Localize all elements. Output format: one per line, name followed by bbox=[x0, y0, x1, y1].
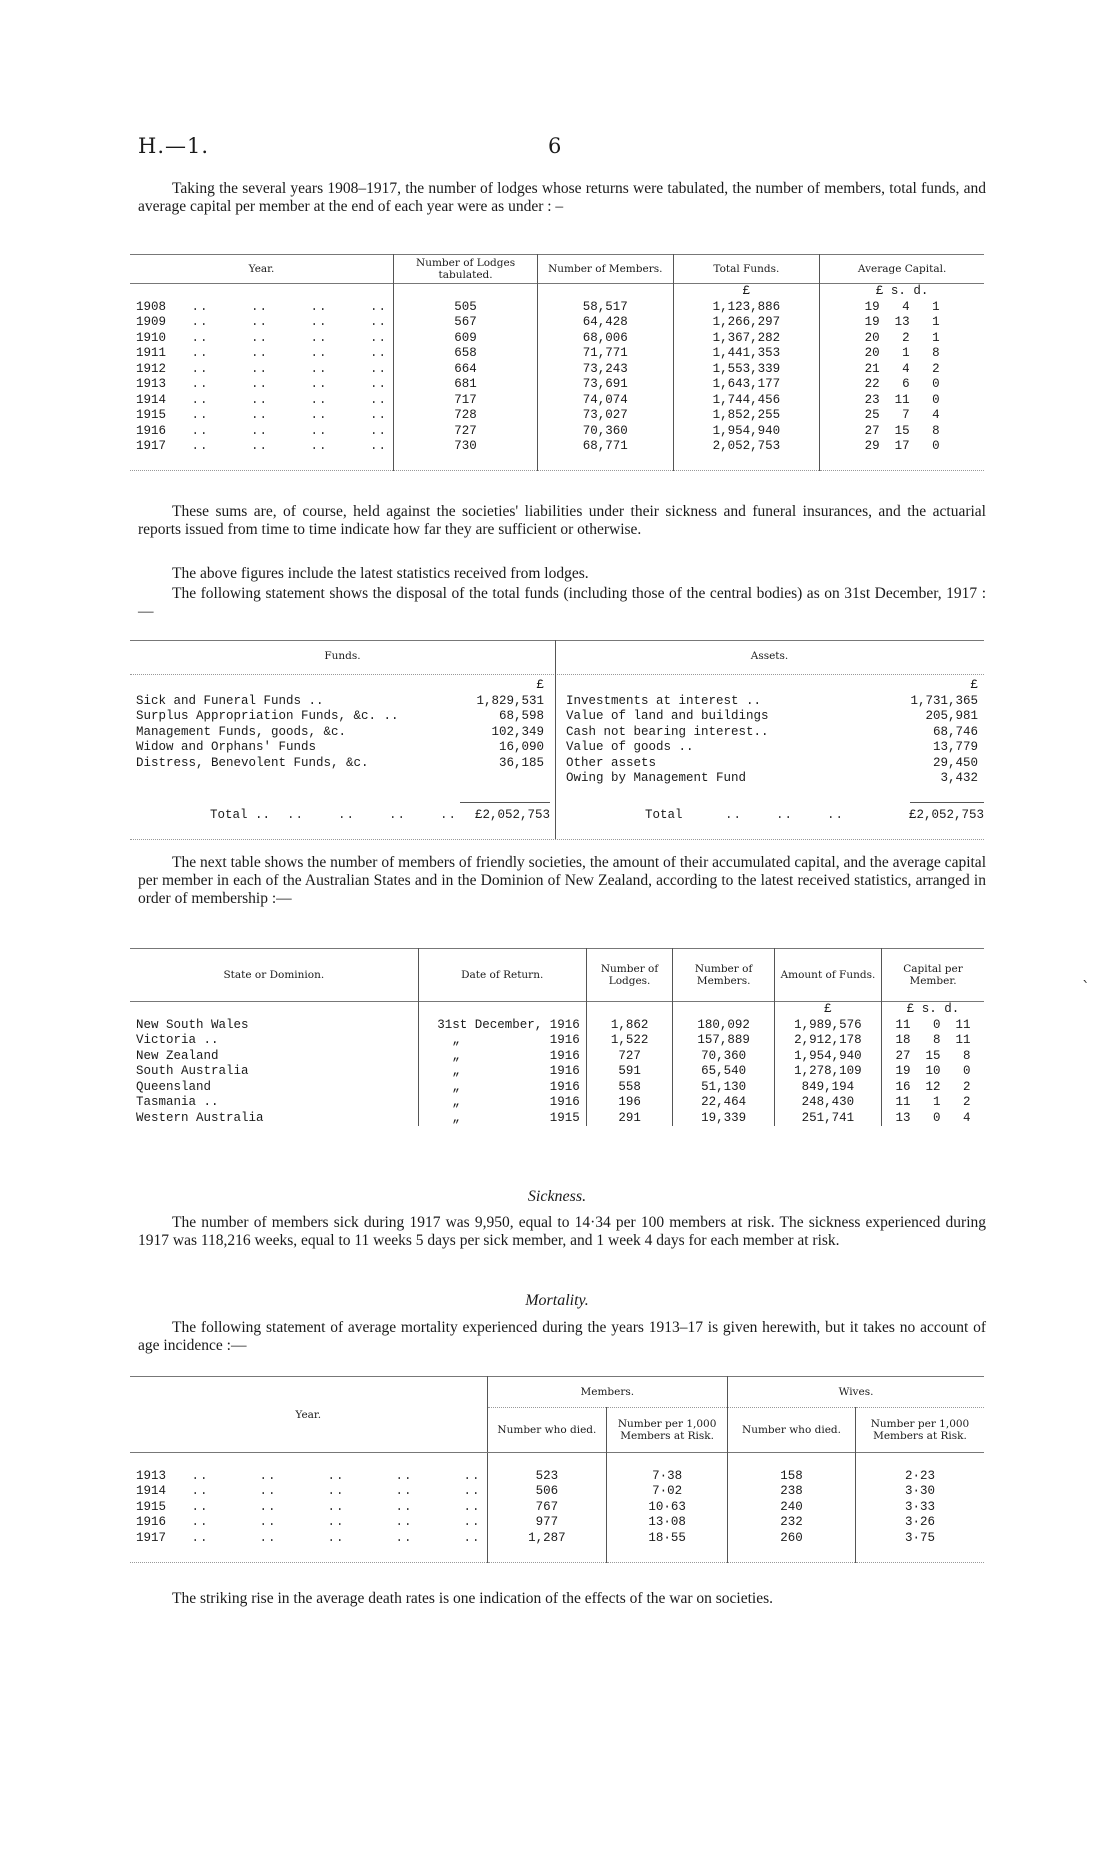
date-cell: 31st December, 1916 bbox=[418, 1018, 586, 1034]
funds-cell: 1,266,297 bbox=[673, 315, 820, 331]
year-cell: 1908 .. .. .. .. bbox=[136, 299, 388, 314]
table-row bbox=[130, 331, 984, 347]
unit-label: £ bbox=[673, 284, 820, 300]
friendly-societies-paragraph: The next table shows the number of members of friendly societies, the amount of their accumulated capital, and the average capital per member in each of the Australian States and in the Dominion of New Zealand, according to the latest received statistics, arranged in order of membership :— bbox=[138, 854, 986, 907]
closing-paragraph: The striking rise in the average death rates is one indication of the effects of the war on societies. bbox=[172, 1590, 773, 1607]
state-cell-text: Tasmania .. bbox=[136, 1095, 219, 1109]
wives-rate-cell: 3·30 bbox=[855, 1484, 984, 1500]
members-cell: 73,691 bbox=[538, 377, 673, 393]
funds-column-header: Funds. bbox=[324, 650, 361, 662]
year-cell: 1913 .. .. .. .. bbox=[136, 377, 388, 391]
year-cell-text: 1915 bbox=[136, 1499, 167, 1514]
asset-label bbox=[560, 771, 869, 787]
table-row bbox=[130, 408, 984, 424]
asset-value: 1,731,365 bbox=[910, 693, 978, 708]
members-cell: 19,339 bbox=[673, 1111, 774, 1127]
capital-cell: 11 1 2 bbox=[882, 1095, 985, 1111]
wives-rate-cell: 2·23 bbox=[855, 1469, 984, 1485]
funds-cell: 2,052,753 bbox=[673, 439, 820, 455]
table-row bbox=[130, 315, 984, 331]
state-cell-text: Queensland bbox=[136, 1079, 212, 1094]
state-cell bbox=[130, 1049, 418, 1065]
table-row bbox=[130, 393, 984, 409]
capital-cell: 11 0 11 bbox=[882, 1018, 985, 1034]
members-cell: 65,540 bbox=[673, 1064, 774, 1080]
wives-died-cell: 240 bbox=[728, 1500, 856, 1516]
capital-cell: 21 4 2 bbox=[820, 362, 984, 378]
wives-rate-cell: 3·75 bbox=[855, 1531, 984, 1547]
year-cell: 1917 .. .. .. .. bbox=[136, 439, 388, 453]
lodges-cell: 591 bbox=[586, 1064, 673, 1080]
table-row bbox=[130, 1095, 984, 1111]
state-cell bbox=[130, 1033, 418, 1049]
year-cell-text: 1908 bbox=[136, 299, 167, 314]
date-cell: „ 1915 bbox=[418, 1111, 586, 1127]
group-header: Members. bbox=[487, 1377, 727, 1408]
assets-total-value: £2,052,753 bbox=[908, 808, 984, 822]
members-cell: 74,074 bbox=[538, 393, 673, 409]
fund-row bbox=[130, 725, 550, 741]
fund-row bbox=[130, 756, 550, 772]
funds-cell: 1,989,576 bbox=[774, 1018, 881, 1034]
table-row bbox=[130, 424, 984, 440]
column-header: Number of Members. bbox=[673, 949, 774, 1002]
page-number: 6 bbox=[548, 134, 562, 158]
table-header-row bbox=[130, 949, 984, 1002]
margin-tick-mark: ` bbox=[1082, 978, 1090, 997]
lodges-by-year-table bbox=[130, 254, 984, 471]
lodges-cell: 291 bbox=[586, 1111, 673, 1127]
date-cell: „ 1916 bbox=[418, 1064, 586, 1080]
fund-label bbox=[130, 694, 456, 710]
members-died-cell: 767 bbox=[487, 1500, 607, 1516]
date-cell: „ 1916 bbox=[418, 1049, 586, 1065]
assets-total-row: Total .. .. .. £2,052,753 bbox=[645, 808, 984, 822]
year-cell-text: 1917 bbox=[136, 1530, 167, 1545]
assets-total-label: Total bbox=[645, 808, 683, 822]
lodges-cell: 664 bbox=[394, 362, 538, 378]
table-row bbox=[130, 1018, 984, 1034]
column-header: Number of Members. bbox=[538, 255, 673, 284]
members-cell: 157,889 bbox=[673, 1033, 774, 1049]
members-cell: 58,517 bbox=[538, 300, 673, 316]
members-died-cell: 523 bbox=[487, 1469, 607, 1485]
lodges-cell: 196 bbox=[586, 1095, 673, 1111]
members-cell: 64,428 bbox=[538, 315, 673, 331]
asset-row bbox=[560, 740, 984, 756]
asset-row bbox=[560, 694, 984, 710]
funds-total-row: Total .. .. .. .. .. £2,052,753 bbox=[210, 808, 550, 822]
year-cell: 1916 .. .. .. .. .. bbox=[136, 1515, 481, 1529]
members-cell: 70,360 bbox=[673, 1049, 774, 1065]
funds-cell: 1,367,282 bbox=[673, 331, 820, 347]
year-cell-text: 1911 bbox=[136, 346, 167, 360]
year-cell: 1915 .. .. .. .. .. bbox=[136, 1499, 481, 1514]
lodges-cell: 567 bbox=[394, 315, 538, 331]
lodges-cell: 728 bbox=[394, 408, 538, 424]
lodges-cell: 717 bbox=[394, 393, 538, 409]
mortality-table bbox=[130, 1376, 984, 1563]
table-row bbox=[130, 1515, 984, 1531]
units-row bbox=[130, 1002, 984, 1018]
members-rate-cell: 10·63 bbox=[607, 1500, 728, 1516]
capital-cell: 22 6 0 bbox=[820, 377, 984, 393]
year-cell-text: 1909 bbox=[136, 315, 167, 329]
fund-label-text: Surplus Appropriation Funds, &c. .. bbox=[136, 709, 399, 723]
members-rate-cell: 7·02 bbox=[607, 1484, 728, 1500]
state-cell-text: Victoria .. bbox=[136, 1033, 219, 1047]
group-header: Wives. bbox=[728, 1377, 984, 1408]
capital-cell: 25 7 4 bbox=[820, 408, 984, 424]
units-row bbox=[130, 284, 984, 300]
year-cell-text: 1914 bbox=[136, 392, 167, 407]
table-body bbox=[130, 1002, 984, 1127]
unit-label: £ bbox=[970, 678, 978, 692]
asset-label bbox=[560, 740, 869, 756]
document-reference: H.—1. bbox=[138, 134, 210, 158]
state-cell-text: Western Australia bbox=[136, 1110, 264, 1125]
members-rate-cell: 7·38 bbox=[607, 1469, 728, 1485]
asset-label-text: Investments at interest .. bbox=[566, 693, 762, 708]
wives-rate-cell: 3·33 bbox=[855, 1500, 984, 1516]
intro-paragraph: Taking the several years 1908–1917, the number of lodges whose returns were tabulated, the number of members, total funds, and average capital per member at the end of each year were as under : – bbox=[138, 180, 986, 215]
fund-label bbox=[130, 725, 456, 741]
wives-rate-cell: 3·26 bbox=[855, 1515, 984, 1531]
lodges-cell: 730 bbox=[394, 439, 538, 455]
funds-cell: 1,643,177 bbox=[673, 377, 820, 393]
year-cell-text: 1912 bbox=[136, 361, 167, 376]
year-cell: 1914 .. .. .. .. .. bbox=[136, 1484, 481, 1498]
table-row bbox=[130, 1531, 984, 1547]
units-row bbox=[560, 678, 984, 694]
fund-row bbox=[130, 694, 550, 710]
lodges-cell: 727 bbox=[586, 1049, 673, 1065]
asset-value: 68,746 bbox=[932, 724, 978, 739]
state-cell bbox=[130, 1111, 418, 1127]
wives-died-cell: 232 bbox=[728, 1515, 856, 1531]
wives-died-cell: 238 bbox=[728, 1484, 856, 1500]
column-header: Year. bbox=[130, 1377, 487, 1453]
statistics-note: The above figures include the latest statistics received from lodges. bbox=[172, 565, 589, 582]
funds-cell: 251,741 bbox=[774, 1111, 881, 1127]
column-header: Total Funds. bbox=[673, 255, 820, 284]
asset-value: 3,432 bbox=[940, 771, 978, 785]
state-cell bbox=[130, 1018, 418, 1034]
liabilities-paragraph: These sums are, of course, held against the societies' liabilities under their sickness and funeral insurances, and the actuarial reports issued from time to time indicate how far they are sufficient or otherwise. bbox=[138, 503, 986, 538]
column-header: Number per 1,000 Members at Risk. bbox=[855, 1408, 984, 1453]
capital-cell: 29 17 0 bbox=[820, 439, 984, 455]
units-row bbox=[130, 678, 550, 694]
table-body bbox=[130, 284, 984, 471]
asset-label bbox=[560, 694, 869, 710]
fund-label bbox=[130, 756, 456, 772]
state-cell bbox=[130, 1095, 418, 1111]
fund-label-text: Distress, Benevolent Funds, &c. bbox=[136, 755, 369, 770]
state-cell bbox=[130, 1080, 418, 1096]
date-cell: „ 1916 bbox=[418, 1080, 586, 1096]
funds-cell: 1,954,940 bbox=[673, 424, 820, 440]
funds-cell: 1,852,255 bbox=[673, 408, 820, 424]
funds-assets-statement bbox=[130, 640, 984, 840]
year-cell: 1914 .. .. .. .. bbox=[136, 392, 388, 407]
capital-cell: 23 11 0 bbox=[820, 393, 984, 409]
state-cell bbox=[130, 1064, 418, 1080]
members-cell: 68,771 bbox=[538, 439, 673, 455]
year-cell: 1910 .. .. .. .. bbox=[136, 330, 388, 345]
fund-label bbox=[130, 740, 456, 756]
members-cell: 73,243 bbox=[538, 362, 673, 378]
assets-body bbox=[560, 678, 984, 787]
unit-label: £ s. d. bbox=[820, 284, 984, 300]
table-row bbox=[130, 1064, 984, 1080]
table-row bbox=[130, 362, 984, 378]
fund-label bbox=[130, 709, 456, 725]
state-cell-text: South Australia bbox=[136, 1064, 249, 1078]
column-header: Number who died. bbox=[487, 1408, 607, 1453]
funds-body bbox=[130, 678, 550, 771]
table-row bbox=[130, 300, 984, 316]
capital-cell: 19 4 1 bbox=[820, 300, 984, 316]
asset-label-text: Other assets bbox=[566, 755, 657, 770]
fund-label-text: Management Funds, goods, &c. bbox=[136, 724, 347, 739]
year-cell-text: 1916 bbox=[136, 1515, 167, 1529]
capital-cell: 20 1 8 bbox=[820, 346, 984, 362]
members-cell: 70,360 bbox=[538, 424, 673, 440]
members-died-cell: 506 bbox=[487, 1484, 607, 1500]
asset-row bbox=[560, 756, 984, 772]
members-cell: 68,006 bbox=[538, 331, 673, 347]
year-cell-text: 1917 bbox=[136, 439, 167, 453]
disposal-intro: The following statement shows the disposal of the total funds (including those of the central bodies) as on 31st December, 1917 :— bbox=[138, 585, 986, 620]
members-cell: 73,027 bbox=[538, 408, 673, 424]
column-header: State or Dominion. bbox=[223, 969, 325, 981]
funds-cell: 1,278,109 bbox=[774, 1064, 881, 1080]
asset-label-text: Value of land and buildings bbox=[566, 709, 769, 723]
column-header: Average Capital. bbox=[820, 255, 984, 284]
table-body bbox=[130, 1453, 984, 1563]
members-cell: 22,464 bbox=[673, 1095, 774, 1111]
table-row bbox=[130, 1033, 984, 1049]
capital-cell: 16 12 2 bbox=[882, 1080, 985, 1096]
funds-cell: 1,123,886 bbox=[673, 300, 820, 316]
column-divider bbox=[555, 640, 556, 840]
members-cell: 71,771 bbox=[538, 346, 673, 362]
mortality-heading: Mortality. bbox=[525, 1292, 589, 1309]
table-row bbox=[130, 1484, 984, 1500]
capital-cell: 19 10 0 bbox=[882, 1064, 985, 1080]
year-cell-text: 1915 bbox=[136, 408, 167, 422]
fund-value: 16,090 bbox=[498, 740, 544, 754]
sickness-heading: Sickness. bbox=[527, 1188, 587, 1205]
lodges-cell: 727 bbox=[394, 424, 538, 440]
table-header-row bbox=[130, 1377, 984, 1408]
lodges-cell: 681 bbox=[394, 377, 538, 393]
wives-died-cell: 158 bbox=[728, 1469, 856, 1485]
state-cell-text: New South Wales bbox=[136, 1017, 249, 1032]
fund-value: 68,598 bbox=[498, 709, 544, 723]
table-end-row bbox=[130, 455, 984, 471]
state-cell-text: New Zealand bbox=[136, 1048, 219, 1063]
table-row bbox=[130, 1469, 984, 1485]
fund-row bbox=[130, 740, 550, 756]
table-end-row bbox=[130, 1546, 984, 1562]
asset-label bbox=[560, 725, 869, 741]
column-header: Number who died. bbox=[728, 1408, 856, 1453]
table-row bbox=[130, 1049, 984, 1065]
lodges-cell: 558 bbox=[586, 1080, 673, 1096]
table-row bbox=[130, 439, 984, 455]
assets-column-header: Assets. bbox=[750, 650, 789, 662]
funds-total-value: £2,052,753 bbox=[474, 808, 550, 822]
year-cell: 1916 .. .. .. .. bbox=[136, 423, 388, 438]
capital-cell: 20 2 1 bbox=[820, 331, 984, 347]
fund-label-text: Sick and Funeral Funds .. bbox=[136, 693, 324, 708]
asset-label bbox=[560, 709, 869, 725]
mortality-paragraph: The following statement of average mortality experienced during the years 1913–17 is given herewith, but it takes no account of age incidence :— bbox=[138, 1319, 986, 1354]
lodges-cell: 609 bbox=[394, 331, 538, 347]
column-header: Number of Lodges. bbox=[586, 949, 673, 1002]
funds-cell: 2,912,178 bbox=[774, 1033, 881, 1049]
year-cell-text: 1913 bbox=[136, 377, 167, 391]
table-row bbox=[130, 1500, 984, 1516]
funds-cell: 1,954,940 bbox=[774, 1049, 881, 1065]
asset-row bbox=[560, 709, 984, 725]
members-cell: 51,130 bbox=[673, 1080, 774, 1096]
table-header-row bbox=[130, 255, 984, 284]
year-cell: 1917 .. .. .. .. .. bbox=[136, 1530, 481, 1545]
capital-cell: 27 15 8 bbox=[820, 424, 984, 440]
year-cell: 1911 .. .. .. .. bbox=[136, 346, 388, 360]
spacer-row bbox=[130, 1453, 984, 1469]
unit-label: £ bbox=[536, 678, 544, 692]
funds-cell: 849,194 bbox=[774, 1080, 881, 1096]
fund-value: 102,349 bbox=[491, 724, 544, 739]
table-row bbox=[130, 346, 984, 362]
year-cell-text: 1914 bbox=[136, 1484, 167, 1498]
funds-cell: 1,553,339 bbox=[673, 362, 820, 378]
year-cell-text: 1910 bbox=[136, 330, 167, 345]
funds-table bbox=[130, 678, 550, 771]
year-cell-text: 1916 bbox=[136, 423, 167, 438]
fund-row bbox=[130, 709, 550, 725]
fund-value: 1,829,531 bbox=[476, 693, 544, 708]
year-cell: 1912 .. .. .. .. bbox=[136, 361, 388, 376]
unit-label: £ s. d. bbox=[882, 1002, 985, 1018]
fund-value: 36,185 bbox=[498, 755, 544, 770]
table-row bbox=[130, 377, 984, 393]
states-table bbox=[130, 948, 984, 1126]
wives-died-cell: 260 bbox=[728, 1531, 856, 1547]
asset-row bbox=[560, 771, 984, 787]
assets-table bbox=[560, 678, 984, 787]
funds-cell: 1,441,353 bbox=[673, 346, 820, 362]
members-died-cell: 977 bbox=[487, 1515, 607, 1531]
asset-row bbox=[560, 725, 984, 741]
table-row bbox=[130, 1080, 984, 1096]
funds-total-label: Total .. bbox=[210, 808, 271, 822]
column-header: Capital per Member. bbox=[882, 949, 985, 1002]
sickness-paragraph: The number of members sick during 1917 was 9,950, equal to 14·34 per 100 members at risk. The sickness experienced during 1917 was 118,216 weeks, equal to 11 weeks 5 days per sick member, and 1 week 4 days for each member at risk. bbox=[138, 1214, 986, 1249]
asset-value: 205,981 bbox=[925, 709, 978, 723]
capital-cell: 27 15 8 bbox=[882, 1049, 985, 1065]
asset-label-text: Value of goods .. bbox=[566, 740, 694, 754]
capital-cell: 18 8 11 bbox=[882, 1033, 985, 1049]
lodges-cell: 1,522 bbox=[586, 1033, 673, 1049]
members-rate-cell: 18·55 bbox=[607, 1531, 728, 1547]
members-rate-cell: 13·08 bbox=[607, 1515, 728, 1531]
date-cell: „ 1916 bbox=[418, 1095, 586, 1111]
asset-label-text: Owing by Management Fund bbox=[566, 771, 747, 785]
year-cell: 1913 .. .. .. .. .. bbox=[136, 1468, 481, 1483]
members-died-cell: 1,287 bbox=[487, 1531, 607, 1547]
fund-label-text: Widow and Orphans' Funds bbox=[136, 740, 317, 754]
funds-cell: 248,430 bbox=[774, 1095, 881, 1111]
year-cell-text: 1913 bbox=[136, 1468, 167, 1483]
asset-value: 13,779 bbox=[932, 740, 978, 754]
asset-label-text: Cash not bearing interest.. bbox=[566, 724, 769, 739]
column-header: Number of Lodges tabulated. bbox=[394, 255, 538, 284]
date-cell: „ 1916 bbox=[418, 1033, 586, 1049]
lodges-cell: 1,862 bbox=[586, 1018, 673, 1034]
asset-label bbox=[560, 756, 869, 772]
lodges-cell: 658 bbox=[394, 346, 538, 362]
funds-cell: 1,744,456 bbox=[673, 393, 820, 409]
asset-value: 29,450 bbox=[932, 755, 978, 770]
column-header: Year. bbox=[248, 263, 275, 275]
capital-cell: 13 0 4 bbox=[882, 1111, 985, 1127]
table-row bbox=[130, 1111, 984, 1127]
column-header: Amount of Funds. bbox=[774, 949, 881, 1002]
unit-label: £ bbox=[774, 1002, 881, 1018]
column-header: Date of Return. bbox=[418, 949, 586, 1002]
column-header: Number per 1,000 Members at Risk. bbox=[607, 1408, 728, 1453]
lodges-cell: 505 bbox=[394, 300, 538, 316]
capital-cell: 19 13 1 bbox=[820, 315, 984, 331]
year-cell: 1909 .. .. .. .. bbox=[136, 315, 388, 329]
year-cell: 1915 .. .. .. .. bbox=[136, 408, 388, 422]
members-cell: 180,092 bbox=[673, 1018, 774, 1034]
